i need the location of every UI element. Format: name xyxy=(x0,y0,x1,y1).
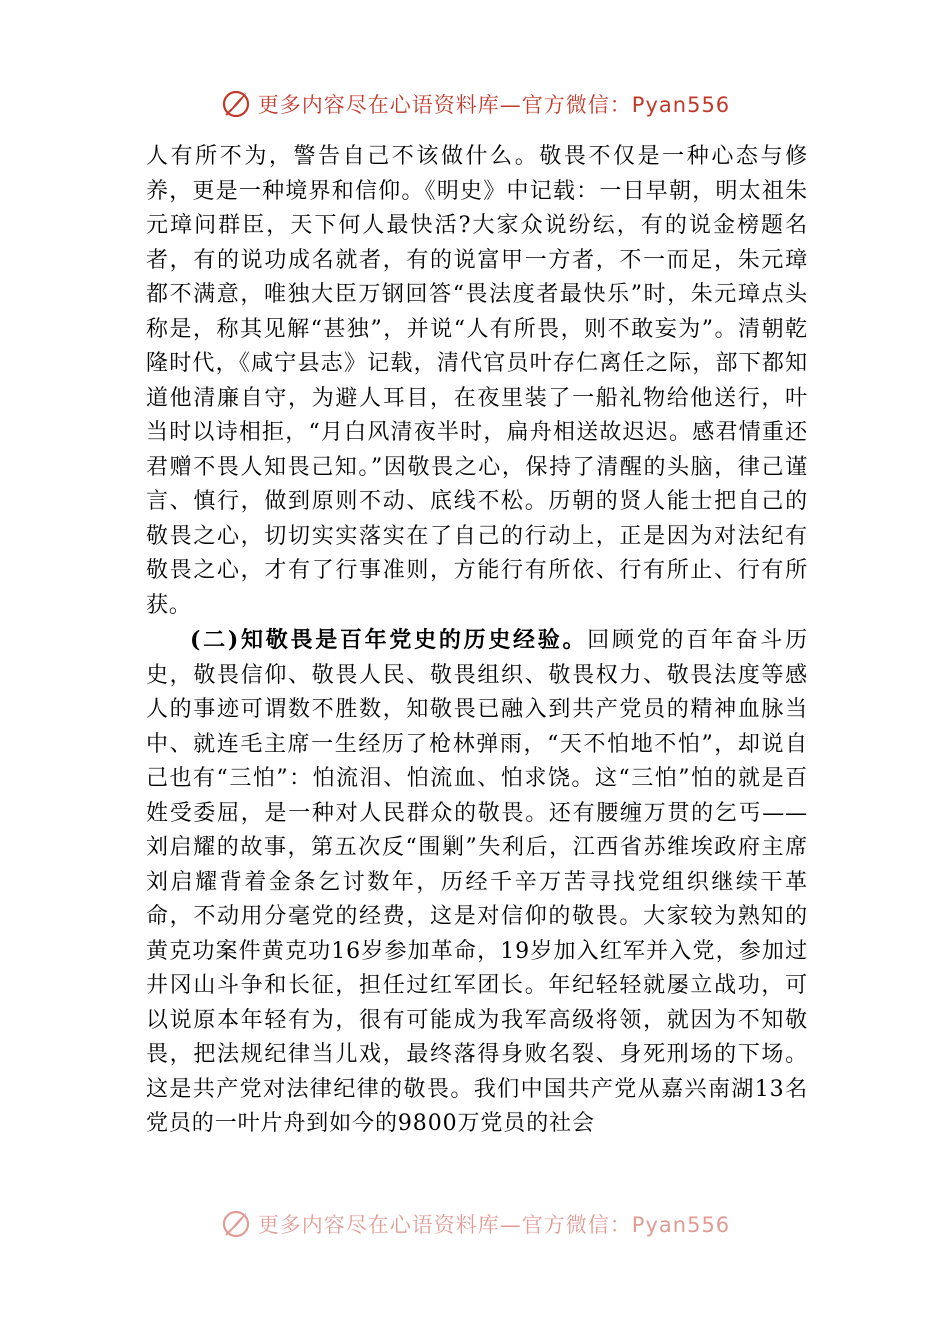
document-body xyxy=(146,140,808,1142)
paragraph-1: 人有所不为，警告自己不该做什么。敬畏不仅是一种心态与修养，更是一种境界和信仰。《明史》中记载：一日早朝，明太祖朱元璋问群臣，天下何人最快活?大家众说纷纭，有的说金榜题名者，有的说功成名就者，有的说富甲一方者，不一而足，朱元璋都不满意，唯独大臣万钢回答“畏法度者最快乐”时，朱元璋点头称是，称其见解“甚独”，并说“人有所畏，则不敢妄为”。清朝乾隆时代，《咸宁县志》记载，清代官员叶存仁离任之际，部下都知道他清廉自守，为避人耳目，在夜里装了一船礼物给他送行，叶当时以诗相拒，“月白风清夜半时，扁舟相送故迟迟。感君情重还君赠不畏人知畏己知。”因敬畏之心，保持了清醒的头脑，律己谨言、慎行，做到原则不动、底线不松。历朝的贤人能士把自己的敬畏之心，切切实实落实在了自己的行动上，正是因为对法纪有敬畏之心，才有了行事准则，方能行有所依、行有所止、行有所获。 xyxy=(146,144,808,618)
section-heading: (二)知敬畏是百年党史的历史经验。 xyxy=(190,627,588,653)
paragraph-2-body: 回顾党的百年奋斗历史，敬畏信仰、敬畏人民、敬畏组织、敬畏权力、敬畏法度等感人的事迹可谓数不胜数，知敬畏已融入到共产党员的精神血脉当中、就连毛主席一生经历了枪林弹雨，“天不怕地不怕”，却说自己也有“三怕”：怕流泪、怕流血、怕求饶。这“三怕”怕的就是百姓受委屈，是一种对人民群众的敬畏。还有腰缠万贯的乞丐——刘启耀的故事，第五次反“围剿”失利后，江西省苏维埃政府主席刘启耀背着金条乞讨数年，历经千辛万苦寻找党组织继续干革命，不动用分毫党的经费，这是对信仰的敬畏。大家较为熟知的黄克功案件黄克功16岁参加革命，19岁加入红军并入党，参加过井冈山斗争和长征，担任过红军团长。年纪轻轻就屡立战功，可以说原本年轻有为，很有可能成为我军高级将领，就因为不知敬畏，把法规纪律当儿戏，最终落得身败名裂、身死刑场的下场。这是共产党对法律纪律的敬畏。我们中国共产党从嘉兴南湖13名党员的一叶片舟到如今的9800万党员的社会 xyxy=(146,628,808,1136)
feather-pen-icon xyxy=(220,88,252,120)
watermark-text: 更多内容尽在心语资料库—官方微信：Pyan556 xyxy=(257,1213,731,1237)
watermark-text: 更多内容尽在心语资料库—官方微信：Pyan556 xyxy=(257,93,731,117)
paragraph-2 xyxy=(146,623,808,1142)
footer-watermark xyxy=(0,1206,950,1242)
header-watermark xyxy=(0,86,950,122)
feather-pen-icon xyxy=(220,1208,252,1240)
